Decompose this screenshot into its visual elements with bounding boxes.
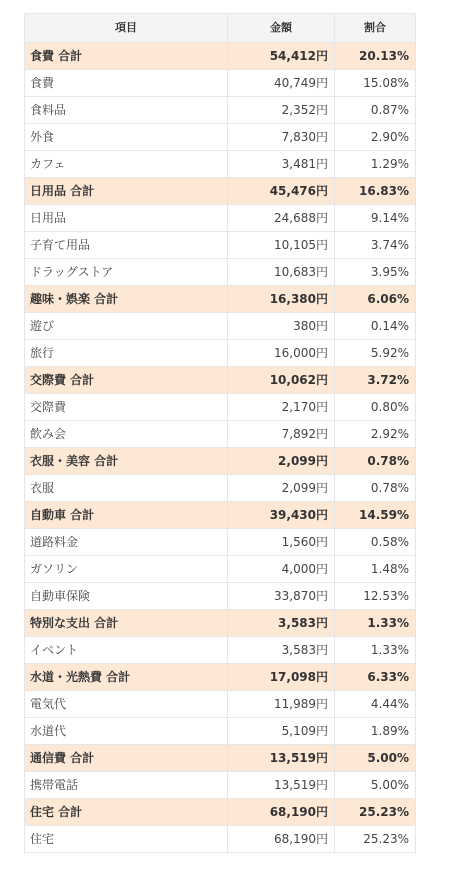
cell-item: 水道・光熱費 合計 — [25, 664, 228, 691]
cell-item: 日用品 — [25, 205, 228, 232]
cell-amount: 39,430円 — [228, 502, 335, 529]
cell-item: 水道代 — [25, 718, 228, 745]
cell-amount: 40,749円 — [228, 70, 335, 97]
cell-amount: 13,519円 — [228, 772, 335, 799]
cell-item: 衣服 — [25, 475, 228, 502]
category-total-row — [25, 610, 416, 637]
cell-item: 通信費 合計 — [25, 745, 228, 772]
cell-item: 交際費 合計 — [25, 367, 228, 394]
cell-amount: 16,000円 — [228, 340, 335, 367]
category-total-row — [25, 664, 416, 691]
table-row — [25, 637, 416, 664]
cell-ratio: 1.89% — [335, 718, 416, 745]
cell-amount: 16,380円 — [228, 286, 335, 313]
cell-ratio: 1.48% — [335, 556, 416, 583]
cell-ratio: 1.33% — [335, 610, 416, 637]
cell-amount: 13,519円 — [228, 745, 335, 772]
cell-item: 趣味・娯楽 合計 — [25, 286, 228, 313]
cell-item: 自動車保険 — [25, 583, 228, 610]
table-row — [25, 556, 416, 583]
cell-item: ガソリン — [25, 556, 228, 583]
cell-ratio: 3.95% — [335, 259, 416, 286]
cell-amount: 5,109円 — [228, 718, 335, 745]
cell-item: 日用品 合計 — [25, 178, 228, 205]
cell-item: ドラッグストア — [25, 259, 228, 286]
category-total-row — [25, 43, 416, 70]
table-row — [25, 583, 416, 610]
cell-amount: 2,170円 — [228, 394, 335, 421]
header-ratio: 割合 — [335, 14, 416, 43]
cell-ratio: 0.78% — [335, 475, 416, 502]
cell-item: 特別な支出 合計 — [25, 610, 228, 637]
cell-item: カフェ — [25, 151, 228, 178]
cell-item: 食料品 — [25, 97, 228, 124]
cell-amount: 3,583円 — [228, 637, 335, 664]
cell-ratio: 5.92% — [335, 340, 416, 367]
cell-item: 衣服・美容 合計 — [25, 448, 228, 475]
cell-amount: 33,870円 — [228, 583, 335, 610]
expense-table-container — [24, 13, 415, 853]
cell-ratio: 20.13% — [335, 43, 416, 70]
header-row — [25, 14, 416, 43]
cell-ratio: 0.58% — [335, 529, 416, 556]
cell-item: 携帯電話 — [25, 772, 228, 799]
cell-ratio: 12.53% — [335, 583, 416, 610]
expense-table — [24, 13, 416, 853]
cell-item: 食費 合計 — [25, 43, 228, 70]
cell-item: 旅行 — [25, 340, 228, 367]
cell-amount: 7,892円 — [228, 421, 335, 448]
cell-ratio: 2.92% — [335, 421, 416, 448]
cell-ratio: 14.59% — [335, 502, 416, 529]
cell-amount: 2,099円 — [228, 448, 335, 475]
cell-ratio: 3.72% — [335, 367, 416, 394]
table-row — [25, 205, 416, 232]
cell-amount: 4,000円 — [228, 556, 335, 583]
cell-amount: 3,481円 — [228, 151, 335, 178]
header-amount: 金額 — [228, 14, 335, 43]
cell-ratio: 1.33% — [335, 637, 416, 664]
cell-item: 住宅 — [25, 826, 228, 853]
cell-ratio: 5.00% — [335, 745, 416, 772]
cell-item: 子育て用品 — [25, 232, 228, 259]
category-total-row — [25, 367, 416, 394]
cell-ratio: 2.90% — [335, 124, 416, 151]
table-body — [25, 43, 416, 853]
category-total-row — [25, 745, 416, 772]
cell-ratio: 0.80% — [335, 394, 416, 421]
cell-item: 電気代 — [25, 691, 228, 718]
cell-ratio: 6.33% — [335, 664, 416, 691]
cell-ratio: 0.78% — [335, 448, 416, 475]
category-total-row — [25, 799, 416, 826]
table-row — [25, 826, 416, 853]
cell-ratio: 1.29% — [335, 151, 416, 178]
cell-ratio: 0.87% — [335, 97, 416, 124]
table-row — [25, 97, 416, 124]
cell-amount: 380円 — [228, 313, 335, 340]
table-row — [25, 124, 416, 151]
table-row — [25, 421, 416, 448]
cell-amount: 54,412円 — [228, 43, 335, 70]
cell-ratio: 0.14% — [335, 313, 416, 340]
cell-amount: 10,683円 — [228, 259, 335, 286]
cell-ratio: 4.44% — [335, 691, 416, 718]
category-total-row — [25, 286, 416, 313]
table-row — [25, 529, 416, 556]
cell-item: 交際費 — [25, 394, 228, 421]
cell-item: 自動車 合計 — [25, 502, 228, 529]
table-row — [25, 151, 416, 178]
table-row — [25, 691, 416, 718]
table-row — [25, 313, 416, 340]
category-total-row — [25, 448, 416, 475]
cell-ratio: 25.23% — [335, 826, 416, 853]
cell-item: 遊び — [25, 313, 228, 340]
cell-item: 食費 — [25, 70, 228, 97]
cell-ratio: 25.23% — [335, 799, 416, 826]
table-row — [25, 718, 416, 745]
cell-amount: 7,830円 — [228, 124, 335, 151]
cell-amount: 11,989円 — [228, 691, 335, 718]
table-row — [25, 340, 416, 367]
table-row — [25, 772, 416, 799]
table-row — [25, 259, 416, 286]
category-total-row — [25, 178, 416, 205]
cell-item: 住宅 合計 — [25, 799, 228, 826]
table-row — [25, 232, 416, 259]
cell-amount: 68,190円 — [228, 826, 335, 853]
cell-item: 外食 — [25, 124, 228, 151]
cell-amount: 45,476円 — [228, 178, 335, 205]
cell-amount: 24,688円 — [228, 205, 335, 232]
cell-ratio: 15.08% — [335, 70, 416, 97]
category-total-row — [25, 502, 416, 529]
cell-amount: 2,099円 — [228, 475, 335, 502]
table-row — [25, 475, 416, 502]
cell-item: 飲み会 — [25, 421, 228, 448]
cell-amount: 10,105円 — [228, 232, 335, 259]
cell-ratio: 3.74% — [335, 232, 416, 259]
table-header — [25, 14, 416, 43]
cell-amount: 10,062円 — [228, 367, 335, 394]
cell-ratio: 6.06% — [335, 286, 416, 313]
cell-amount: 3,583円 — [228, 610, 335, 637]
cell-amount: 2,352円 — [228, 97, 335, 124]
cell-amount: 1,560円 — [228, 529, 335, 556]
header-item: 項目 — [25, 14, 228, 43]
cell-item: 道路料金 — [25, 529, 228, 556]
cell-amount: 68,190円 — [228, 799, 335, 826]
cell-ratio: 5.00% — [335, 772, 416, 799]
table-row — [25, 70, 416, 97]
cell-ratio: 9.14% — [335, 205, 416, 232]
cell-ratio: 16.83% — [335, 178, 416, 205]
cell-item: イベント — [25, 637, 228, 664]
cell-amount: 17,098円 — [228, 664, 335, 691]
table-row — [25, 394, 416, 421]
